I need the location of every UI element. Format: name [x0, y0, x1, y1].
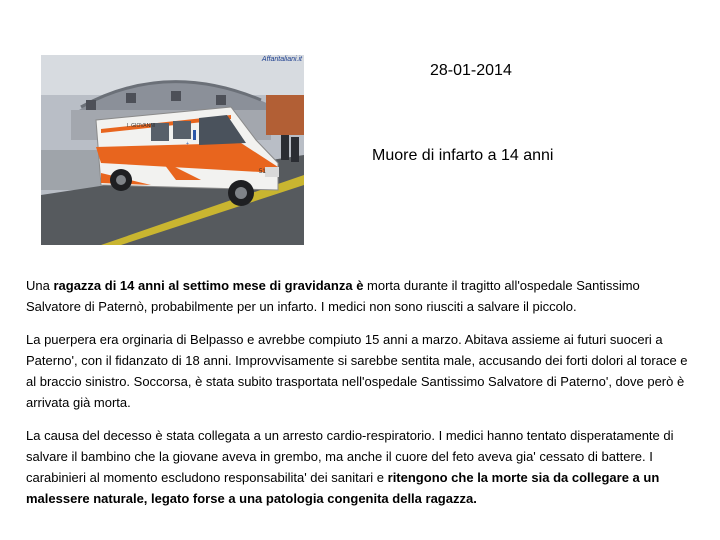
article-headline: Muore di infarto a 14 anni: [372, 147, 554, 164]
paragraph-text: La causa del decesso è stata collegata a un arresto cardio-respiratorio. I medici hanno tentato disperatamente di salvare il bambino che la giovane aveva in grembo, ma anche il cuore del feto aveva gia' cessato di battere. I carabinieri al momento escludono responsabilita' dei sanitari e: [26, 428, 674, 485]
paragraph-text: La puerpera era orginaria di Belpasso e avrebbe compiuto 15 anni a marzo. Abitava assieme ai futuri suoceri a Paterno', con il fidanzato di 18 anni. Improvvisamente si sarebbe sentita male, accusando dei forti dolori al torace e al braccio sinistro. Soccorsa, è stata subito trasportata nell'ospedale Santissimo Salvatore di Paterno', dove però è arrivata già morta.: [26, 332, 688, 410]
paragraph-bold-text: ragazza di 14 anni al settimo mese di gravidanza è: [53, 278, 364, 293]
article-body: [26, 275, 694, 521]
ambulance-photo-illustration: [41, 55, 304, 245]
news-photo: [41, 55, 304, 245]
ambulance-number: 51: [259, 169, 266, 175]
article-date: 28-01-2014: [430, 62, 512, 79]
photo-credit: Affaritaliani.it: [261, 56, 302, 63]
article-paragraph: [26, 425, 694, 509]
svg-text:+: +: [186, 141, 189, 147]
article-paragraph: [26, 329, 694, 413]
paragraph-bold-text: ritengono che la morte sia da collegare a un malessere naturale, legato forse a una patologia congenita della ragazza.: [26, 470, 660, 506]
ambulance-label: I. GIOVANNI: [127, 123, 156, 129]
article-paragraph: [26, 275, 694, 317]
paragraph-text: morta durante il tragitto all'ospedale Santissimo Salvatore di Paternò, probabilmente per un infarto. I medici non sono riusciti a salvare il piccolo.: [26, 278, 640, 314]
paragraph-text: Una: [26, 278, 54, 293]
